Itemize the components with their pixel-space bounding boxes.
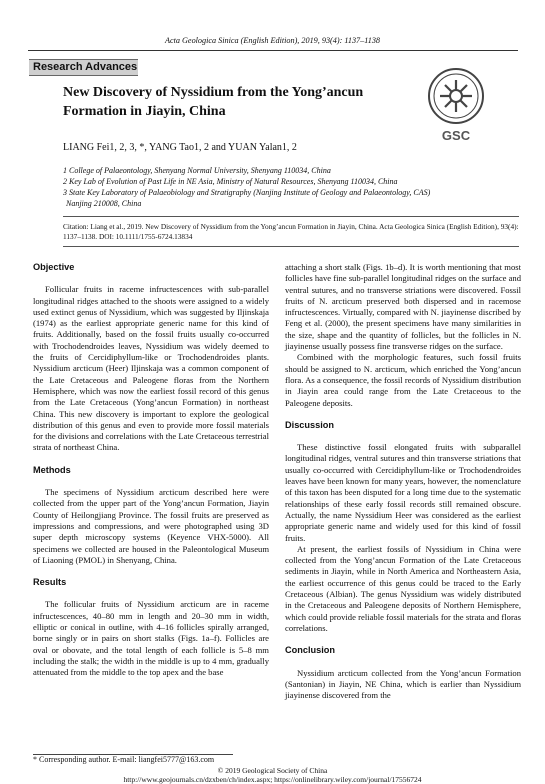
section-heading: Objective <box>33 262 75 272</box>
citation-block: Citation: Liang et al., 2019. New Discovery of Nyssidium from the Yong’ancun Formation in Jiayin, China. Acta Geologica Sinica (English Edition), 93(4): 1137–1138. DOI: 10.1111/1755-6724.13834 <box>63 222 519 241</box>
corresponding-author-footnote: * Corresponding author. E-mail: liangfei5777@163.com <box>33 755 215 764</box>
section-heading: Conclusion <box>285 645 336 656</box>
paragraph: attaching a short stalk (Figs. 1b–d). It is worth mentioning that most follicles have fine sub-parallel longitudinal ridges on the surface and ventral sutures, and no transverse striations were discovered. Fossil fruits of N. arcticum preserved both dispersed and in racemose infructescences. Virtually, compared with N. jiayinense discribed by Feng et al. (2000), the present specimens have many similarities in the size, shape and the quantity of follicles, but the follicles in N. jiayinense usually possess fine transverse ridges on the surface. <box>285 262 522 352</box>
paragraph: The follicular fruits of Nyssidium arcticum are in raceme infructescences, 40–80 mm in length and 20–30 mm in width, elliptic or conical in outline, with 4–16 follicles spirally arranged, borne singly or in pairs on short stalks (Figs. 1a–f). Follicles are oval or obovate, and the total length of each follicle is 5–8 mm including the stalk; the width in the middle is up to 4 mm, gradually attenuated from the middle to the top apex and the base <box>33 599 269 678</box>
paragraph: At present, the earliest fossils of Nyssidium in China were collected from the Yong’ancun Formation of the Late Cretaceous sediments in Jiayin, while in North America and Northeastern Asia, the earliest occurrence of this genus could be traced to the Early Cretaceous (Albian). The genus Nyssidium was widely distributed in the Cretaceous and Paleogene deposits of Northern Hemisphere, which could provide reliable fossil materials for the strata and floras correlations. <box>285 543 521 633</box>
section-gap <box>33 454 269 465</box>
article-title: New Discovery of Nyssidium from the Yong’ancun Formation in Jiayin, China <box>63 85 364 119</box>
paragraph: The specimens of Nyssidium arcticum described here were collected from the upper part of the Yong’ancun Formation, Jiayin County of Heilongjiang Province. The fossil fruits are preserved as impressions and compressions, and were photographed using 3D super depth microscopy systems (Keyence VHX-5000). All specimens we collected are housed in the Paleontological Museum of Liaoning (PMOL) in Shenyang, China. <box>33 487 269 565</box>
footer-copyright: © 2019 Geological Society of China <box>217 766 328 775</box>
gsc-seal-logo <box>426 66 486 146</box>
section-gap <box>285 431 521 442</box>
affiliation-3: 3 State Key Laboratory of Palaeobiology and Stratigraphy (Nanjing Institute of Geology and Palaeontology, CAS) <box>63 188 431 197</box>
section-gap <box>285 657 521 668</box>
citation-rule-top <box>63 216 519 217</box>
section-gap <box>285 409 521 420</box>
header-rule <box>28 50 518 51</box>
section-gap <box>33 588 269 599</box>
paragraph: These distinctive fossil elongated fruits with subparallel longitudinal ridges, ventral sutures and thin transverse striations that usually co-occurred with Cercidiphyllum-like or Trochodendroides leaves have been known for many years, however, the nomenclature of this taxon has been disputed for a long time due to the systematic relationships of these early fossil records still remained obscure. Actually, the name Nyssidium Heer was considered as the earliest appropriate generic name and widely used for this kind of fossil fruits. <box>285 442 521 543</box>
section-gap <box>33 476 269 487</box>
affiliation-3-cont: Nanjing 210008, China <box>66 199 142 208</box>
gsc-seal-icon <box>426 66 486 146</box>
author-list: LIANG Fei1, 2, 3, *, YANG Tao1, 2 and YUAN Yalan1, 2 <box>63 142 297 153</box>
paragraph: Nyssidium arcticum collected from the Yong’ancun Formation (Santonian) in Jiayin, NE China, which is earlier than Nyssidium jiayinense discovered from the <box>285 667 521 701</box>
section-heading: Results <box>33 577 67 588</box>
section-gap <box>285 634 521 645</box>
affiliation-1: 1 College of Palaeontology, Shenyang Normal University, Shenyang 110034, China <box>63 166 331 175</box>
citation-rule-bottom <box>63 246 519 247</box>
left-column <box>33 262 269 679</box>
section-badge: Research Advances <box>29 59 138 76</box>
journal-header: Acta Geologica Sinica (English Edition), 2019, 93(4): 1137–1138 <box>164 36 381 45</box>
affiliation-2: 2 Key Lab of Evolution of Past Life in NE Asia, Ministry of Natural Resources, Shenyang 110034, China <box>63 177 398 186</box>
section-heading: Discussion <box>285 419 335 430</box>
section-heading: Methods <box>33 464 71 475</box>
paragraph: Follicular fruits in raceme infructescences with sub-parallel longitudinal ridges attached to the shoots were assigned to a widely used extinct genus of Nyssidium, which was suggested by Iljinskaja (1974) as the earliest appropriate generic name for this kind of fruits. Additionally, based on the fossil fruits usually co-occurred with Trochodendroides leaves, Nyssidium was widely deemed to the fruits of Cercidiphyllum-like or Trochodendroides plants. Nyssidium arcticum (Heer) Iljinskaja was a common component of the Late Cretaceous and Paleogene floras from the Northern Hemisphere, which was now the earliest fossil record of this genus from the Late Cretaceous (Yong’ancun Formation) in northeast China. This new discovery is important to explore the geological distribution of this genus and even to provide more fossil materials for the divisions and correlations with the Late Cretaceous terrestrial strata of northeast China. <box>33 284 270 453</box>
section-gap <box>33 566 269 577</box>
paragraph: Combined with the morphologic features, such fossil fruits should be assigned to N. arcticum, which enriched the Yong’ancun flora. As a consequence, the fossil records of Nyssidium distribution in Jiayin area could range from the Late Cretaceous to the Paleogene deposits. <box>285 352 521 408</box>
logo-text: GSC <box>441 128 471 143</box>
footer-urls: http://www.geojournals.cn/dzxben/ch/index.aspx; https://onlinelibrary.wiley.com/journal/17556724 <box>123 775 422 784</box>
section-gap <box>33 273 269 284</box>
right-column <box>285 262 521 701</box>
